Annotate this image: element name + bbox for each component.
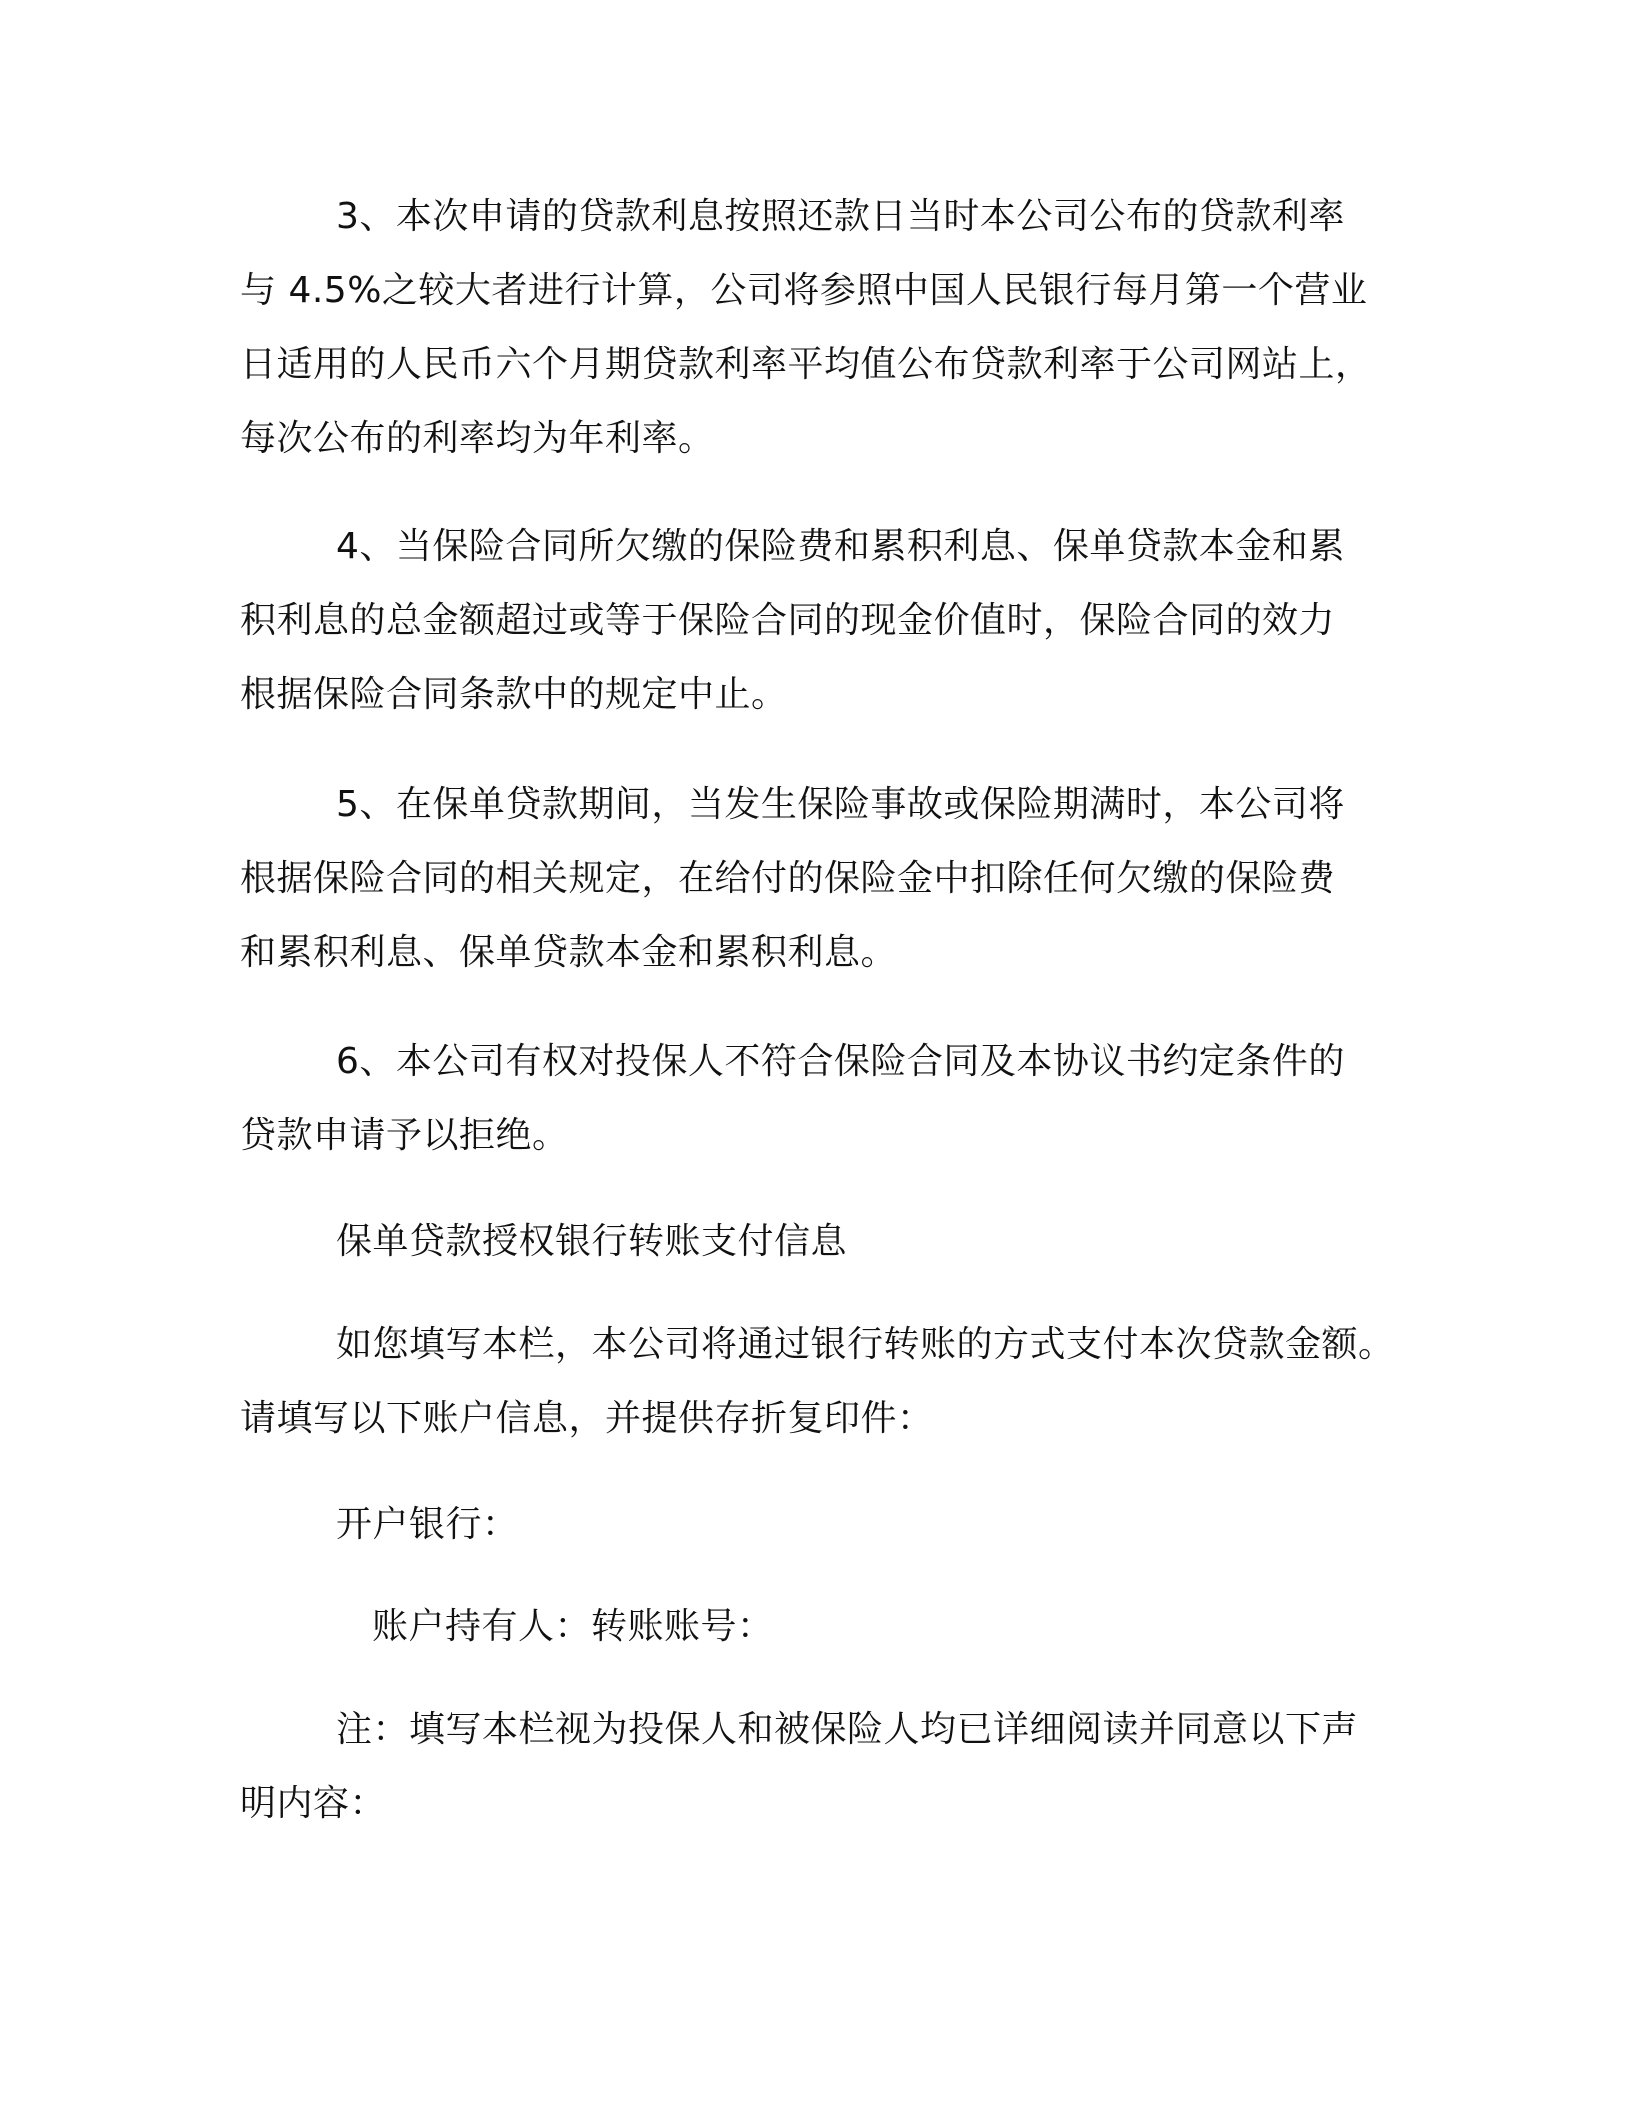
clause-3-line-2: 与 4.5%之较大者进行计算，公司将参照中国人民银行每月第一个营业: [240, 270, 1368, 311]
section-intro-line-1: 如您填写本栏，本公司将通过银行转账的方式支付本次贷款金额。: [336, 1324, 1395, 1365]
clause-5-line-1: 5、在保单贷款期间，当发生保险事故或保险期满时，本公司将: [336, 784, 1345, 825]
bank-field-label: 开户银行：: [336, 1504, 519, 1545]
clause-6-paragraph: [240, 1025, 1420, 1173]
account-holder-field: [240, 1590, 1420, 1664]
clause-6-line-2: 贷款申请予以拒绝。: [240, 1115, 569, 1156]
clause-4-line-1: 4、当保险合同所欠缴的保险费和累积利息、保单贷款本金和累: [336, 526, 1345, 567]
bank-field: [240, 1488, 1420, 1562]
note-line-2: 明内容：: [240, 1783, 387, 1824]
clause-6-line-1: 6、本公司有权对投保人不符合保险合同及本协议书约定条件的: [336, 1041, 1345, 1082]
clause-3-line-3: 日适用的人民币六个月期贷款利率平均值公布贷款利率于公司网站上，: [240, 344, 1372, 385]
section-intro-line-2: 请填写以下账户信息，并提供存折复印件：: [240, 1398, 934, 1439]
section-heading: [240, 1205, 1420, 1279]
clause-3-line-1: 3、本次申请的贷款利息按照还款日当时本公司公布的贷款利率: [336, 196, 1345, 237]
clause-5-line-3: 和累积利息、保单贷款本金和累积利息。: [240, 932, 898, 973]
section-heading-text: 保单贷款授权银行转账支付信息: [336, 1221, 848, 1262]
clause-5-line-2: 根据保险合同的相关规定，在给付的保险金中扣除任何欠缴的保险费: [240, 858, 1336, 899]
section-intro-paragraph: [240, 1308, 1420, 1456]
note-paragraph: [240, 1693, 1420, 1841]
note-line-1: 注：填写本栏视为投保人和被保险人均已详细阅读并同意以下声: [336, 1709, 1359, 1750]
clause-4-line-2: 积利息的总金额超过或等于保险合同的现金价值时，保险合同的效力: [240, 600, 1336, 641]
clause-5-paragraph: [240, 768, 1420, 990]
account-holder-label: 账户持有人：转账账号：: [372, 1606, 774, 1647]
clause-4-line-3: 根据保险合同条款中的规定中止。: [240, 674, 788, 715]
clause-3-line-4: 每次公布的利率均为年利率。: [240, 418, 715, 459]
clause-3-paragraph: [240, 180, 1420, 476]
clause-4-paragraph: [240, 510, 1420, 732]
